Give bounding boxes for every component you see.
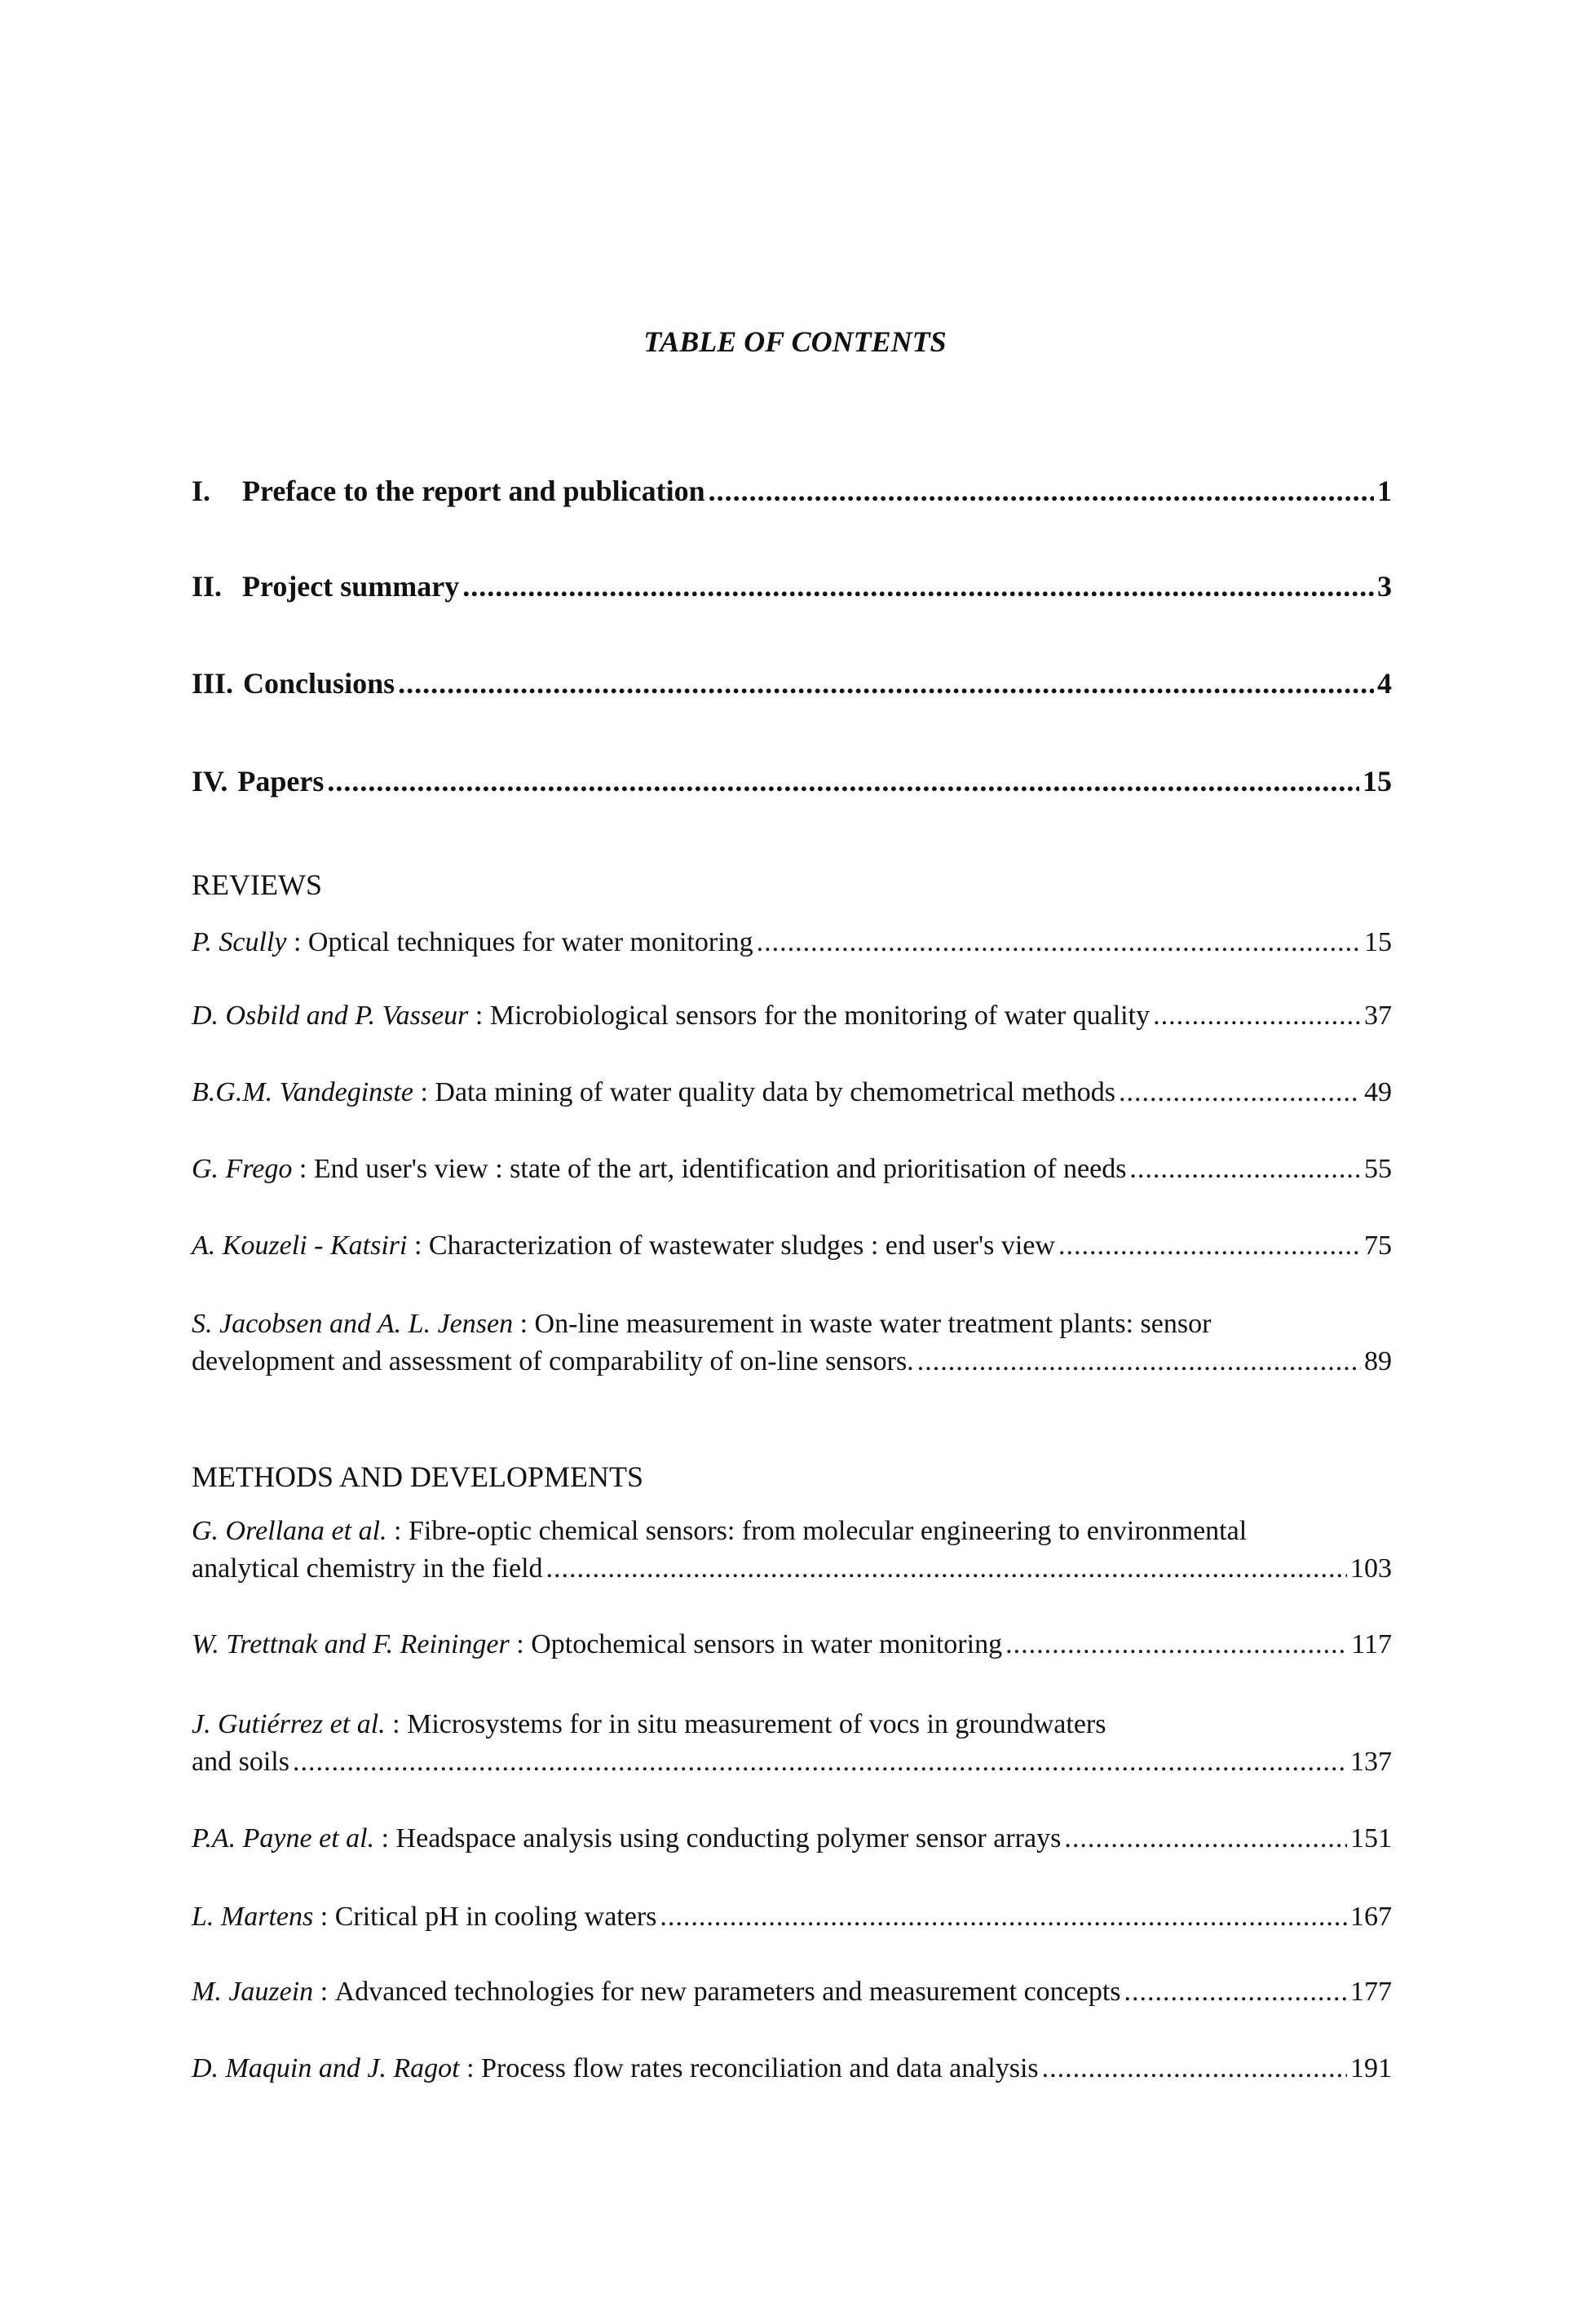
toc-section-entry [192,667,1392,700]
page-number: 137 [1350,1747,1392,1777]
page-number: 103 [1350,1553,1392,1584]
entry-title: Optical techniques for water monitoring [307,927,753,957]
entry-author: G. Frego [192,1154,293,1184]
page-number: 89 [1364,1346,1392,1376]
page-number: 75 [1364,1230,1392,1261]
entry-author: A. Kouzeli - Katsiri [192,1230,408,1261]
section-label: Preface to the report and publication [242,475,705,507]
dot-leader [660,1901,1347,1933]
entry-title: Microsystems for in situ measurement of vocs in groundwaters [407,1709,1106,1739]
entry-title: Optochemical sensors in water monitoring [531,1629,1003,1659]
entry-line-1 [192,1708,1392,1741]
entry-author: W. Trettnak and F. Reininger [192,1629,510,1659]
toc-entry [192,1076,1392,1109]
entry-line-1 [192,1308,1392,1341]
toc-entry [192,1153,1392,1186]
section-number: II. [192,570,223,603]
dot-leader [1005,1628,1348,1661]
entry-line-1 [192,1515,1424,1548]
page-number: 191 [1350,2053,1392,2083]
separator: : [413,1077,435,1107]
dot-leader [1153,1000,1361,1032]
entry-title-continued: analytical chemistry in the field [192,1553,543,1584]
dot-leader [1129,1153,1361,1186]
entry-title: Fibre-optic chemical sensors: from molecular engineering to environmental [409,1516,1248,1546]
toc-entry [192,926,1392,959]
section-number: I. [192,475,211,507]
separator: : [385,1709,408,1739]
page-number: 167 [1350,1902,1392,1932]
entry-author: G. Orellana et al. [192,1516,387,1546]
separator: : [468,1001,490,1031]
separator: : [459,2053,482,2083]
dot-leader [1119,1076,1361,1109]
dot-leader [546,1553,1347,1585]
entry-author: P. Scully [192,927,287,957]
page-number: 55 [1364,1154,1392,1184]
section-heading: METHODS AND DEVELOPMENTS [192,1460,644,1493]
page-number: 151 [1350,1823,1392,1853]
entry-title: Critical pH in cooling waters [334,1902,657,1932]
entry-author: D. Osbild and P. Vasseur [192,1001,469,1031]
entry-title-continued: and soils [192,1747,289,1777]
dot-leader [917,1345,1361,1378]
toc-entry [192,1976,1392,2008]
toc-entry [192,1823,1392,1855]
page-number: 37 [1364,1001,1392,1031]
entry-title: Headspace analysis using conducting polymer sensor arrays [395,1823,1062,1853]
entry-author: S. Jacobsen and A. L. Jensen [192,1309,514,1339]
entry-title: End user's view : state of the art, identification and prioritisation of needs [313,1154,1127,1184]
entry-title: Characterization of wastewater sludges : end user's view [428,1230,1055,1261]
separator: : [386,1516,409,1546]
section-heading: REVIEWS [192,868,322,901]
page-number: 117 [1351,1629,1392,1659]
entry-line-2 [192,1553,1392,1585]
dot-leader [1042,2052,1347,2085]
entry-author: M. Jauzein [192,1977,314,2007]
toc-section-entry [192,570,1392,603]
entry-author: B.G.M. Vandeginste [192,1077,413,1107]
toc-section-entry [192,765,1392,797]
entry-title: Data mining of water quality data by chemometrical methods [435,1077,1116,1107]
dot-leader [1064,1823,1347,1855]
toc-entry [192,1230,1392,1262]
entry-line-2 [192,1345,1392,1378]
separator: : [313,1977,335,2007]
entry-author: D. Maquin and J. Ragot [192,2053,460,2083]
section-label: Papers [237,765,325,797]
separator: : [374,1823,396,1853]
page-number: 4 [1377,667,1392,700]
entry-author: J. Gutiérrez et al. [192,1709,386,1739]
separator: : [509,1629,532,1659]
entry-title: Microbiological sensors for the monitoring of water quality [489,1001,1151,1031]
separator: : [313,1902,335,1932]
entry-title: Advanced technologies for new parameters and measurement concepts [334,1977,1121,2007]
entry-title: On-line measurement in waste water treatment plants: sensor [534,1309,1212,1339]
entry-author: L. Martens [192,1902,314,1932]
dot-leader [757,926,1361,959]
toc-entry [192,1628,1392,1661]
toc-entry [192,2052,1392,2085]
toc-entry [192,1000,1392,1032]
dot-leader [709,475,1374,507]
dot-leader [1058,1230,1361,1262]
toc-entry [192,1901,1392,1933]
page-number: 177 [1350,1977,1392,2007]
page-title: TABLE OF CONTENTS [643,325,947,358]
separator: : [513,1309,535,1339]
entry-author: P.A. Payne et al. [192,1823,375,1853]
dot-leader [462,570,1374,603]
toc-section-entry [192,475,1392,507]
entry-line-2 [192,1746,1392,1778]
page-number: 15 [1363,765,1392,797]
page-number: 49 [1364,1077,1392,1107]
dot-leader [293,1746,1347,1778]
separator: : [407,1230,429,1261]
dot-leader [1124,1976,1347,2008]
dot-leader [327,765,1359,797]
section-label: Project summary [242,570,460,603]
section-label: Conclusions [243,667,395,700]
page-number: 3 [1377,570,1392,603]
page-number: 15 [1364,927,1392,957]
entry-title: Process flow rates reconciliation and data analysis [481,2053,1039,2083]
entry-title-continued: development and assessment of comparability of on-line sensors. [192,1346,914,1376]
section-number: IV. [192,765,228,797]
section-number: III. [192,667,234,700]
separator: : [286,927,308,957]
page-number: 1 [1377,475,1392,507]
separator: : [292,1154,314,1184]
dot-leader [398,667,1374,700]
